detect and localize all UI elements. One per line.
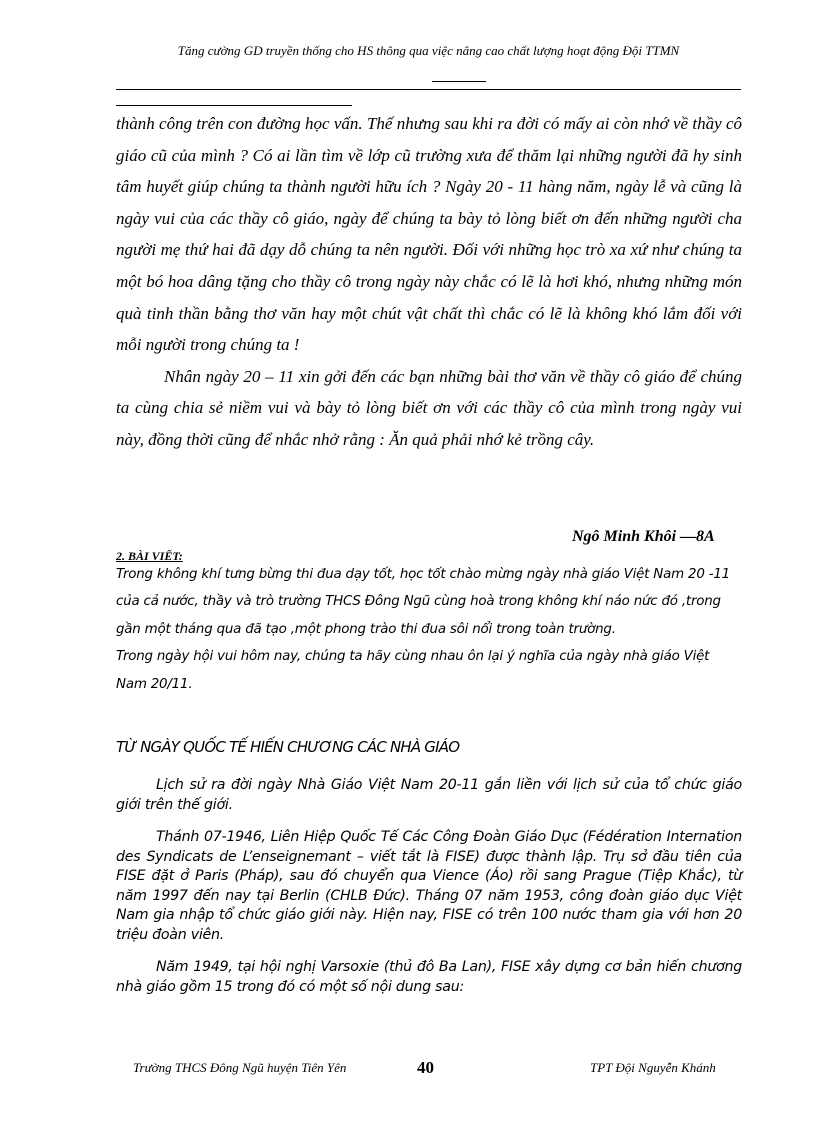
article-paragraph: Năm 1949, tại hội nghị Varsoxie (thủ đô Ba Lan), FISE xây dựng cơ bản hiến chương nhà giáo gồm 15 trong đó có một số nội dung sau: [116, 959, 742, 995]
intro-text [116, 108, 742, 456]
article-text [116, 776, 742, 1010]
page-number: 40 [417, 1058, 434, 1077]
page-header-title: Tăng cường GD truyền thống cho HS thông qua việc nâng cao chất lượng hoạt động Đội TTMN [177, 43, 680, 58]
section-paragraph: Trong không khí tưng bừng thi đua dạy tốt, học tốt chào mừng ngày nhà giáo Việt Nam 20 -11 của cả nước, thầy và trò trường THCS Đông Ngũ cùng hoà trong không khí náo nức đó ,trong gần một tháng qua đã tạo ,một phong trào thi đua sôi nổi trong toàn trường. [116, 567, 730, 637]
header-underline-short [432, 81, 486, 82]
author-signature: Ngô Minh Khôi —8A [572, 528, 715, 545]
footer-author: TPT Đội Nguyễn Khánh [590, 1060, 716, 1075]
header-divider [116, 89, 741, 90]
article-heading: TỪ NGÀY QUỐC TẾ HIẾN CHƯƠNG CÁC NHÀ GIÁO [116, 738, 460, 756]
section-text [116, 561, 742, 698]
intro-paragraph: thành công trên con đường học vấn. Thế nhưng sau khi ra đời có mấy ai còn nhớ về thầy cô giáo cũ của mình ? Có ai lần tìm về lớp cũ trường xưa để thăm lại những người đã hy sinh tâm huyết giúp chúng ta thành người hữu ích ? Ngày 20 - 11 hàng năm, ngày lễ và cũng là ngày vui của các thầy cô giáo, ngày để chúng ta bày tỏ lòng biết ơn đến những người cha người mẹ thứ hai đã dạy dỗ chúng ta nên người. Đối với những học trò xa xứ như chúng ta một bó hoa dâng tặng cho thầy cô trong ngày này chắc có lẽ là hơi khó, nhưng những món quà tinh thần bằng thơ văn hay một chút vật chất thì chắc có lẽ là không khó lắm đối với mỗi người trong chúng ta ! [116, 114, 742, 355]
text-rule [116, 105, 352, 106]
section-label: 2. BÀI VIẾT: [116, 549, 183, 563]
footer-school: Trường THCS Đông Ngũ huyện Tiên Yên [133, 1060, 347, 1075]
article-paragraph: Thánh 07-1946, Liên Hiệp Quốc Tế Các Công Đoàn Giáo Dục (Fédération Internation des Syndicats de L’enseignemant – viết tắt là FISE) được thành lập. Trụ sở đầu tiên của FISE đặt ở Paris (Pháp), sau đó chuyển qua Vience (Áo) rồi sang Prague (Tiệp Khắc), từ năm 1997 đến nay tại Berlin (CHLB Đức). Tháng 07 năm 1953, công đoàn giáo dục Việt Nam gia nhập tổ chức giáo giới này. Hiện nay, FISE có trên 100 nước tham gia với hơn 20 triệu đoàn viên. [116, 829, 742, 943]
article-paragraph: Lịch sử ra đời ngày Nhà Giáo Việt Nam 20-11 gắn liền với lịch sử của tổ chức giáo giới trên thế giới. [116, 777, 742, 813]
section-paragraph: Trong ngày hội vui hôm nay, chúng ta hãy cùng nhau ôn lại ý nghĩa của ngày nhà giáo Việt Nam 20/11. [116, 649, 710, 692]
intro-paragraph: Nhân ngày 20 – 11 xin gởi đến các bạn những bài thơ văn về thầy cô giáo để chúng ta cùng chia sẻ niềm vui và bày tỏ lòng biết ơn với các thầy cô của mình trong ngày vui này, đồng thời cũng để nhắc nhở rằng : Ăn quả phải nhớ kẻ trồng cây. [116, 366, 742, 449]
